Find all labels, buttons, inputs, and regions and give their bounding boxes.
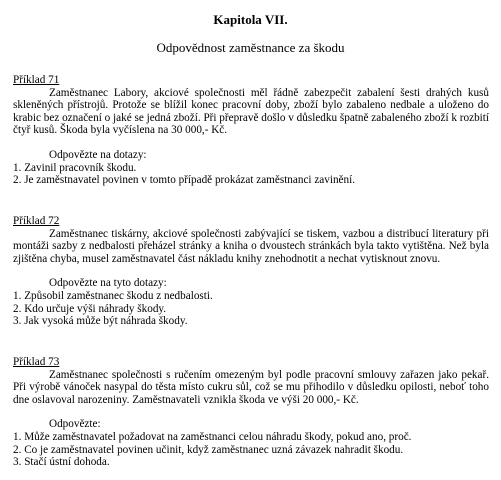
example-73 <box>13 356 489 469</box>
questions-list <box>13 162 489 187</box>
question-item: 2. Je zaměstnavatel povinen v tomto případě prokázat zaměstnanci zavinění. <box>13 174 356 187</box>
questions-prompt: Odpovězte na tyto dotazy: <box>49 277 167 290</box>
chapter-subtitle: Odpovědnost zaměstnance za škodu <box>156 40 345 55</box>
question-item: 1. Způsobil zaměstnanec škodu z nedbalosti. <box>13 289 213 302</box>
questions-prompt: Odpovězte na dotazy: <box>49 148 147 161</box>
questions-list <box>13 290 489 328</box>
questions-list <box>13 431 489 469</box>
question-item: 2. Kdo určuje výši náhrady škody. <box>13 302 167 315</box>
example-text: Zaměstnanec tiskárny, akciové společnosti zabývající se tiskem, vazbou a distribucí literatury při montáži sazby z nedbalosti přeházel stránky a kniha o dvoustech stránkách byla takto vytištěna. Než byla zjištěna chyba, musel zaměstnavatel část nákladu knihy znehodnotit a nechat vytisknout znovu. <box>13 227 489 265</box>
chapter-title: Kapitola VII. <box>213 12 288 27</box>
example-72 <box>13 215 489 328</box>
question-item: 3. Jak vysoká může být náhrada škody. <box>13 315 188 328</box>
question-item: 1. Může zaměstnavatel požadovat na zaměstnanci celou náhradu škody, pokud ano, proč. <box>13 430 412 443</box>
questions-prompt: Odpovězte: <box>49 418 101 431</box>
example-text: Zaměstnanec společnosti s ručením omezeným byl podle pracovní smlouvy zařazen jako pekař. Při výrobě vánoček nasypal do těsta místo cukru sůl, což se mu přihodilo v důsledku opilosti, neboť toho dne oslavoval narozeniny. Zaměstnavateli vznikla škoda ve výši 20 000,- Kč. <box>13 368 489 406</box>
example-heading: Příklad 73 <box>13 356 60 368</box>
question-item: 1. Zavinil pracovník škodu. <box>13 161 137 174</box>
question-item: 2. Co je zaměstnavatel povinen učinit, když zaměstnanec uzná závazek nahradit škodu. <box>13 443 404 456</box>
example-heading: Příklad 72 <box>13 215 60 227</box>
example-text: Zaměstnanec Labory, akciové společnosti měl řádně zabezpečit zabalení šesti drahých kusů skleněných přístrojů. Protože se blížil konec pracovní doby, zboží bylo zabaleno nedbale a uloženo do krabic bez označení o jaké se jedná zboží. Při přepravě došlo v důsledku špatně zabaleného zboží k rozbití čtyř kusů. Škoda byla vyčíslena na 30 000,- Kč. <box>13 86 489 137</box>
question-item: 3. Stačí ústní dohoda. <box>13 456 110 469</box>
example-heading: Příklad 71 <box>13 74 60 86</box>
example-71 <box>13 74 489 187</box>
